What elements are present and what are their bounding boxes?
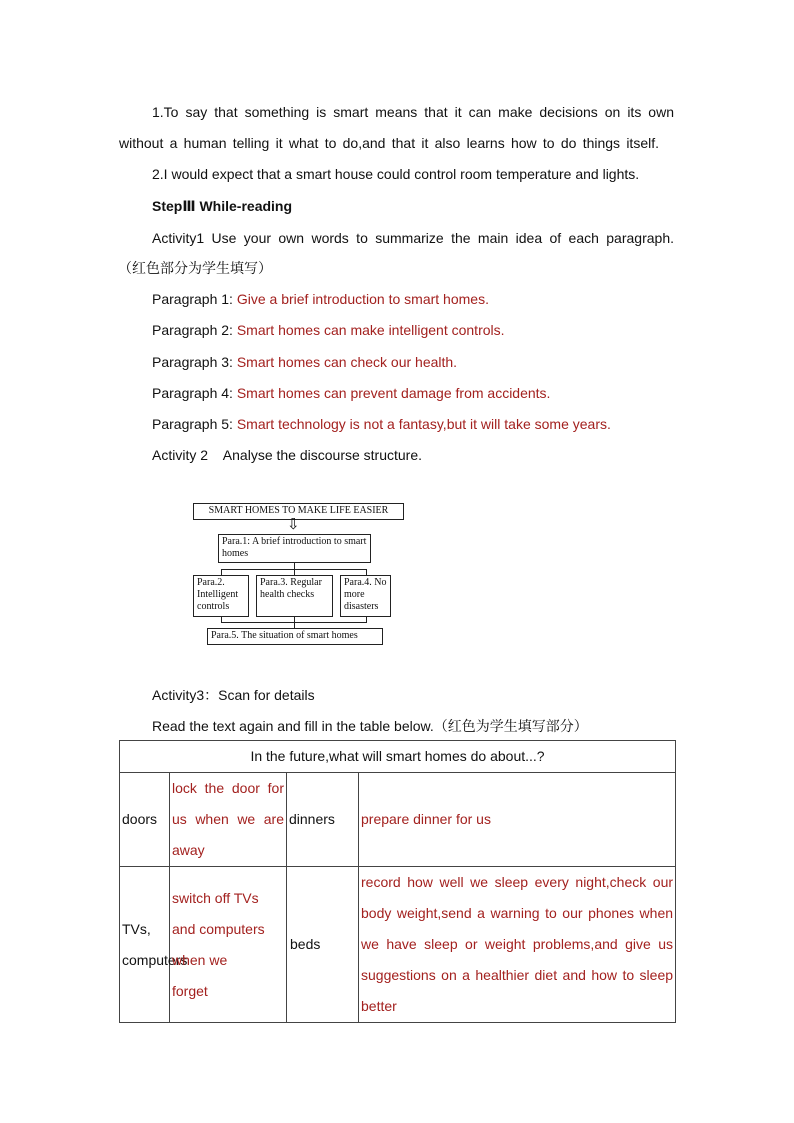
diagram-para2-box: Para.2. Intelligent controls: [193, 575, 249, 617]
table-row: [120, 773, 676, 867]
details-table: [119, 740, 676, 1023]
step-title: StepⅢ While-reading: [152, 198, 293, 214]
diagram-para4-box: Para.4. No more disasters: [340, 575, 391, 617]
paragraph-answer: Smart homes can prevent damage from accidents.: [236, 385, 551, 401]
table-cell-item: doors: [120, 773, 170, 867]
paragraph-answer: Smart homes can check our health.: [236, 354, 458, 370]
diagram-para5-box: Para.5. The situation of smart homes: [207, 628, 383, 645]
diagram-para1-box: Para.1: A brief introduction to smart homes: [218, 534, 371, 563]
paragraph-answer: Smart homes can make intelligent controls.: [236, 322, 505, 338]
intro-line-1: 1.To say that something is smart means that it can make decisions on its own: [152, 104, 674, 120]
paragraph-3-row: [152, 352, 457, 372]
paragraph-answer: Give a brief introduction to smart homes.: [236, 291, 489, 307]
activity3-instruction: Read the text again and fill in the table below.（红色为学生填写部分）: [152, 718, 588, 734]
diagram-para3-box: Para.3. Regular health checks: [256, 575, 333, 617]
activity2-instruction: Activity 2 Analyse the discourse structure.: [152, 447, 423, 463]
table-cell-answer: switch off TVs and computers when we forget: [170, 867, 287, 1023]
activity1-note: （红色部分为学生填写）: [118, 260, 272, 276]
table-header: In the future,what will smart homes do about...?: [120, 741, 676, 773]
down-arrow-icon: ⇩: [287, 515, 300, 533]
table-cell-answer: lock the door for us when we are away: [170, 773, 287, 867]
activity3-title: Activity3：Scan for details: [152, 687, 315, 703]
table-cell-answer: record how well we sleep every night,check our body weight,send a warning to our phones when we have sleep or weight problems,and give us suggestions on a healthier diet and how to sleep better: [359, 867, 676, 1023]
paragraph-label: Paragraph 2:: [152, 322, 237, 338]
paragraph-5-row: [152, 414, 611, 434]
paragraph-label: Paragraph 4:: [152, 385, 237, 401]
table-cell-item: dinners: [287, 773, 359, 867]
intro-line-1-continued: without a human telling it what to do,and that it also learns how to do things itself.: [119, 135, 659, 151]
table-cell-answer: prepare dinner for us: [359, 773, 676, 867]
activity1-instruction: Activity1 Use your own words to summarize the main idea of each paragraph.: [152, 230, 674, 246]
table-row: [120, 867, 676, 1023]
diagram-title-box: SMART HOMES TO MAKE LIFE EASIER: [193, 503, 404, 520]
table-cell-item: TVs, computers: [120, 867, 170, 1023]
paragraph-4-row: [152, 383, 550, 403]
paragraph-answer: Smart technology is not a fantasy,but it will take some years.: [236, 416, 611, 432]
intro-line-2: 2.I would expect that a smart house could control room temperature and lights.: [152, 166, 640, 182]
paragraph-label: Paragraph 5:: [152, 416, 237, 432]
paragraph-2-row: [152, 320, 505, 340]
paragraph-label: Paragraph 1:: [152, 291, 237, 307]
paragraph-label: Paragraph 3:: [152, 354, 237, 370]
paragraph-1-row: [152, 289, 489, 309]
table-cell-item: beds: [287, 867, 359, 1023]
table-header-row: [120, 741, 676, 773]
